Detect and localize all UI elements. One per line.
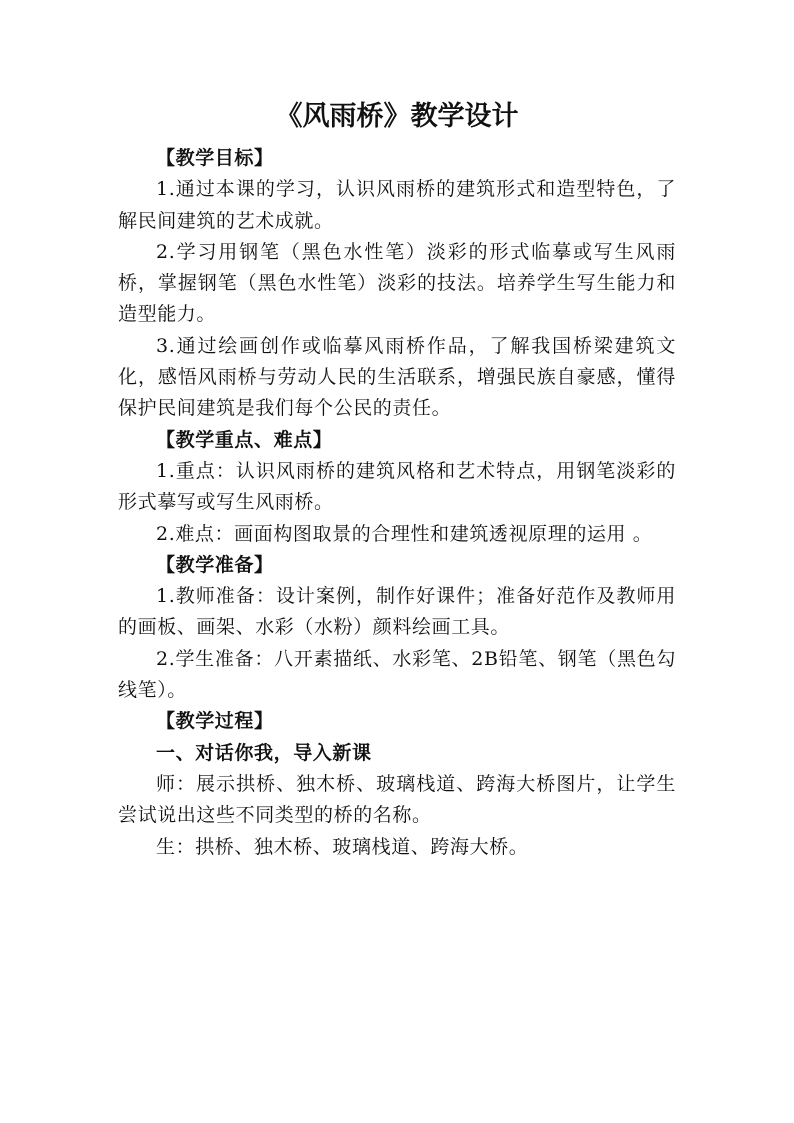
document-title: 《风雨桥》教学设计 (275, 101, 519, 132)
preparation-paragraph-1: 1.教师准备：设计案例，制作好课件；准备好范作及教师用的画板、画架、水彩（水粉）颜料绘画工具。 (118, 585, 676, 639)
goal-paragraph-3: 3.通过绘画创作或临摹风雨桥作品，了解我国桥梁建筑文化，感悟风雨桥与劳动人民的生活联系，增强民族自豪感，懂得保护民间建筑是我们每个公民的责任。 (118, 334, 676, 420)
preparation-paragraph-2: 2.学生准备：八开素描纸、水彩笔、2B铅笔、钢笔（黑色勾线笔）。 (118, 647, 676, 702)
section-heading-process: 【教学过程】 (156, 710, 274, 733)
key-point-paragraph-2: 2.难点：画面构图取景的合理性和建筑透视原理的运用 。 (156, 522, 653, 545)
goal-paragraph-1: 1.通过本课的学习，认识风雨桥的建筑形式和造型特色，了解民间建筑的艺术成就。 (118, 178, 676, 232)
section-heading-preparation: 【教学准备】 (156, 553, 274, 576)
process-student-paragraph: 生：拱桥、独木桥、玻璃栈道、跨海大桥。 (156, 835, 529, 858)
section-heading-goals: 【教学目标】 (156, 147, 274, 169)
goal-paragraph-2: 2.学习用钢笔（黑色水性笔）淡彩的形式临摹或写生风雨桥，掌握钢笔（黑色水性笔）淡彩的技法。培养学生写生能力和造型能力。 (118, 240, 676, 326)
section-heading-key-points: 【教学重点、难点】 (156, 428, 333, 451)
key-point-paragraph-1: 1.重点：认识风雨桥的建筑风格和艺术特点，用钢笔淡彩的形式摹写或写生风雨桥。 (118, 459, 676, 514)
process-subheading-1: 一、对话你我，导入新课 (156, 741, 372, 764)
document-body (118, 143, 676, 863)
process-teacher-paragraph: 师：展示拱桥、独木桥、玻璃栈道、跨海大桥图片，让学生尝试说出这些不同类型的桥的名称。 (118, 772, 676, 827)
